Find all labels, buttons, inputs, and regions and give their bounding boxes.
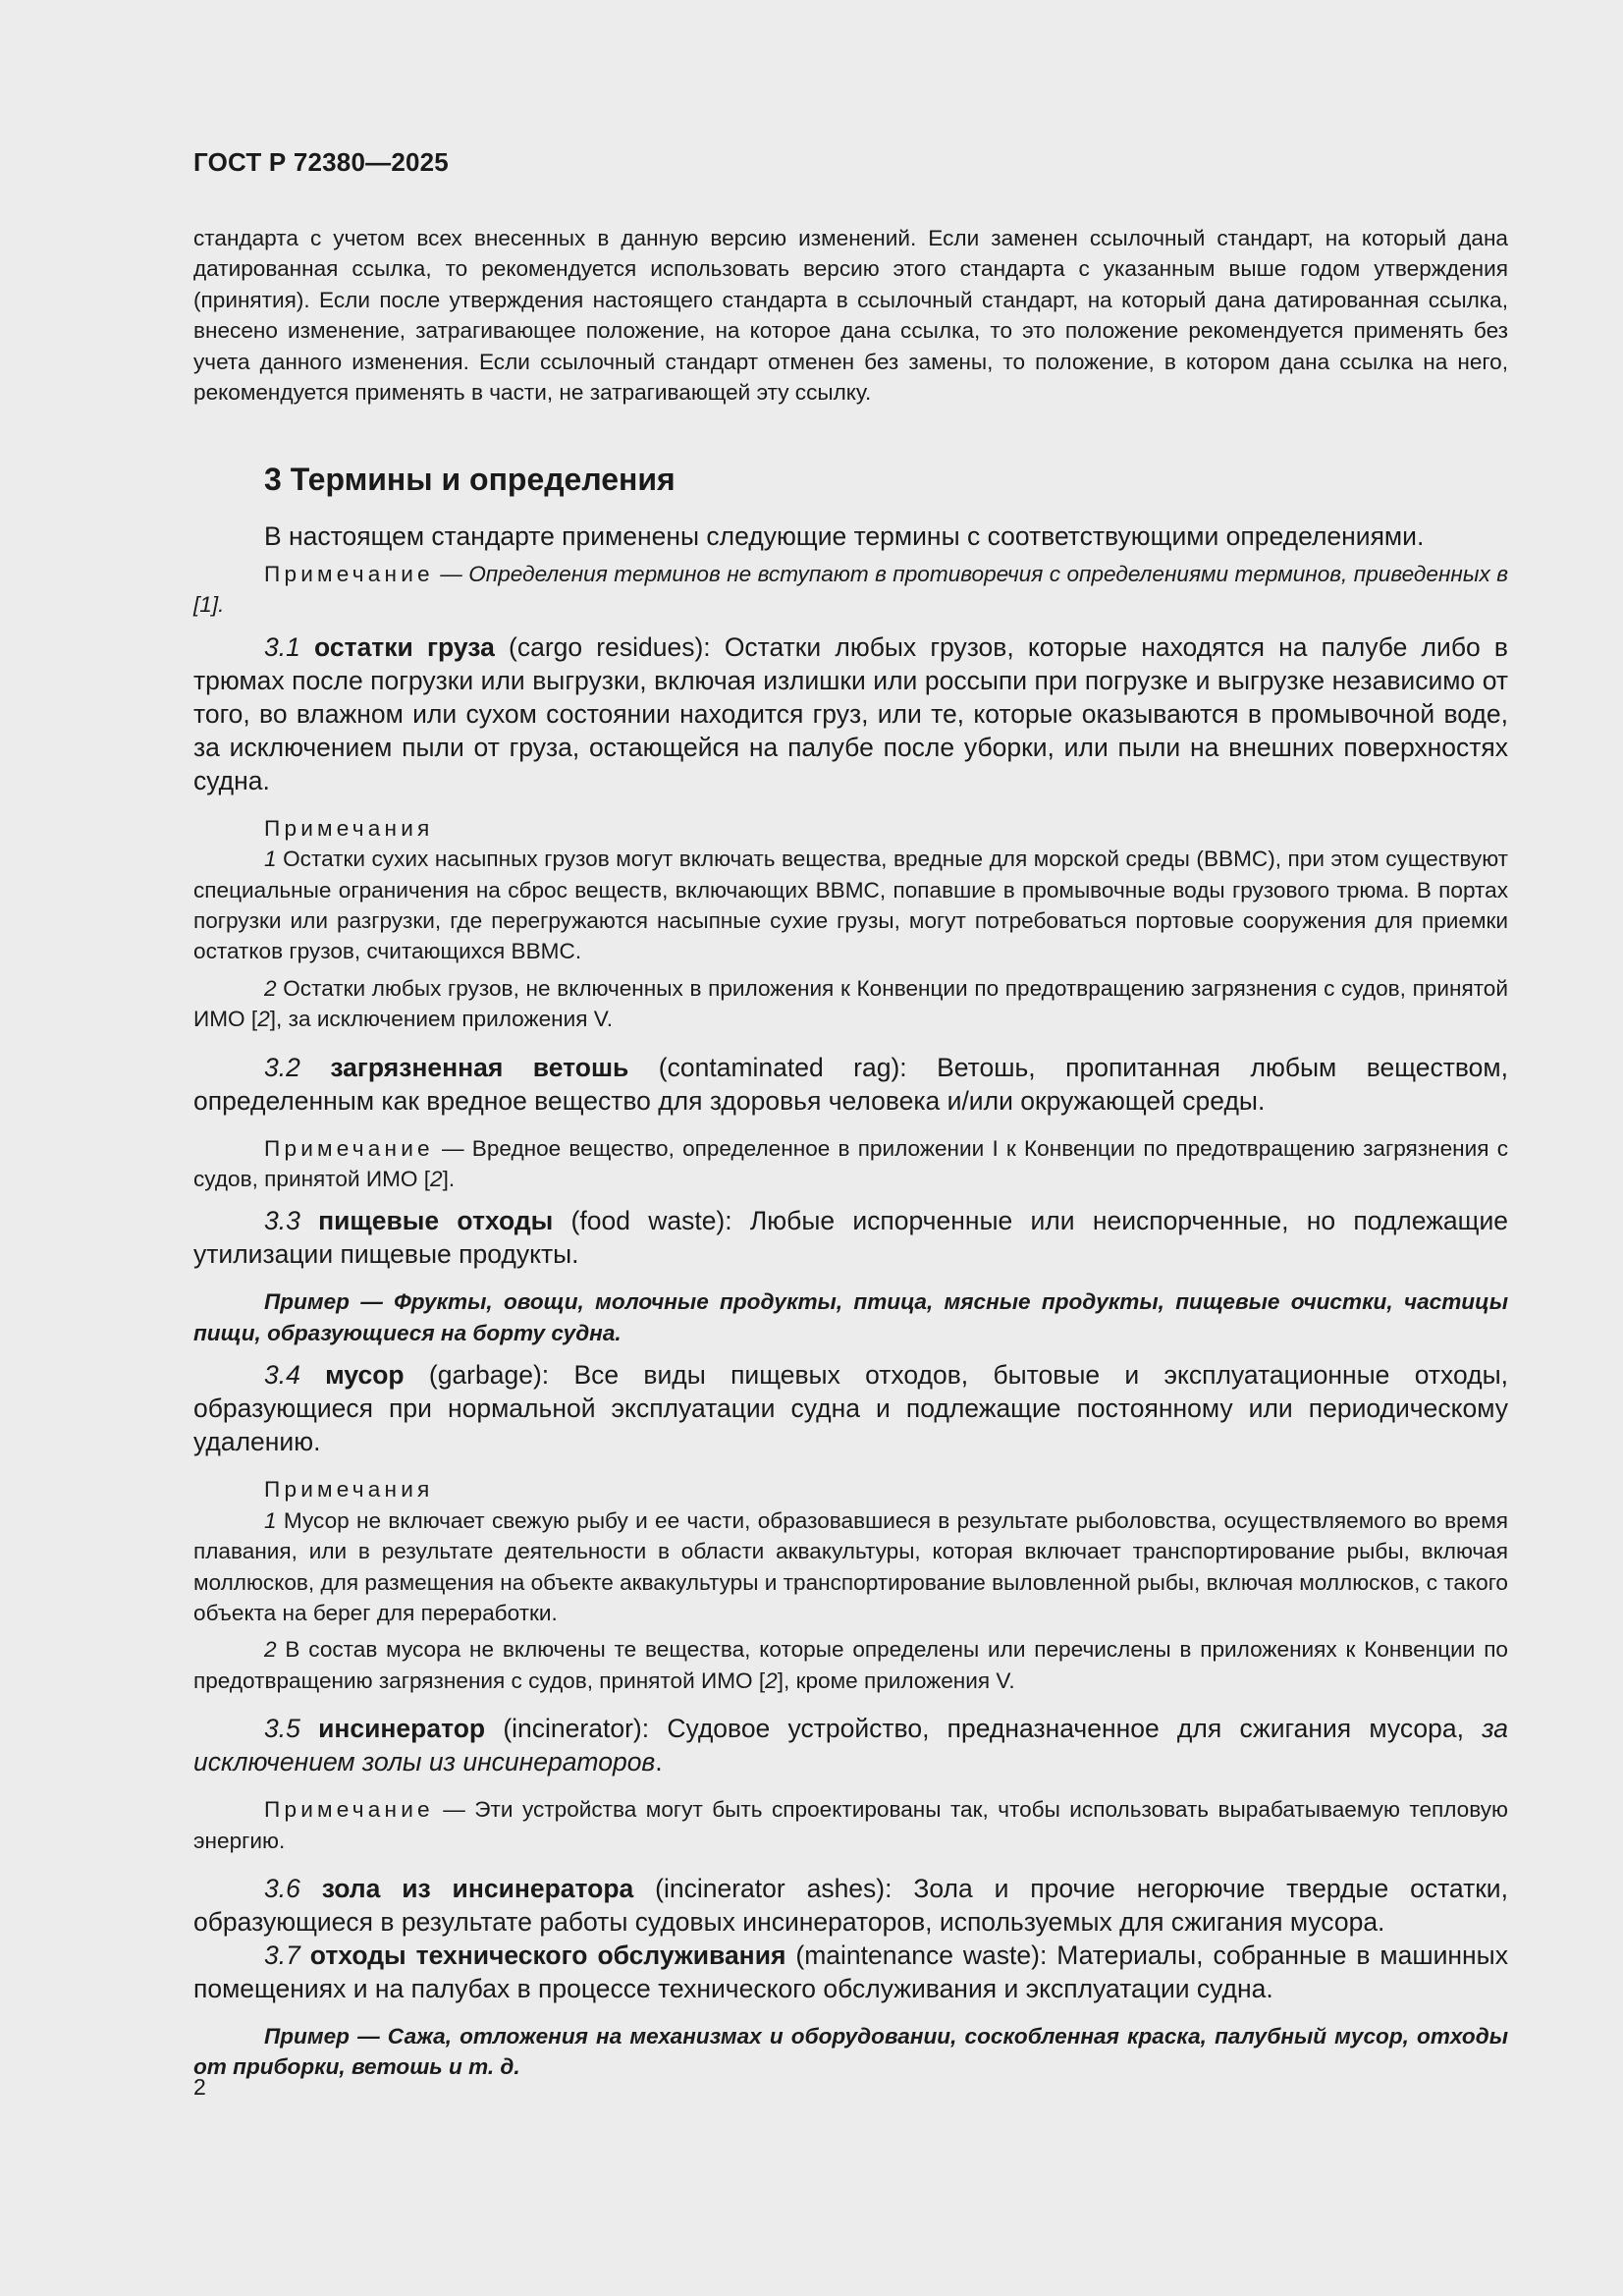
notes-heading: Примечания (264, 815, 434, 841)
section-note (193, 559, 1508, 621)
term-name: инсинератор (318, 1714, 486, 1744)
term-note: 1 Остатки сухих насыпных грузов могут включать вещества, вредные для морской среды (ВВМС), при этом существуют специальные ограничения на сброс веществ, включающих ВВМС, попавшие в промывочные воды грузового трюма. В портах погрузки или разгрузки, где перегружаются насыпные сухие грузы, могут потребоваться портовые сооружения для приемки остатков грузов, считающихся ВВМС. (193, 847, 1508, 964)
term-number: 3.5 (264, 1714, 300, 1744)
term-definition: Материалы, собранные в машинных помещениях и на палубах в процессе технического обслуживания и эксплуатации судна. (193, 1940, 1508, 2003)
term-entry-3-5: 3.5 инсинератор (incinerator): Судовое устройство, предназначенное для сжигания мусора, за исключением золы из инсинераторов. (193, 1714, 1508, 1777)
term-entry-3-1 (193, 630, 1508, 797)
reference-link[interactable]: 2 (430, 1167, 443, 1192)
term-entry-3-7 (193, 1939, 1508, 2005)
term-english: (incinerator): (485, 1714, 668, 1744)
term-note: 2 В состав мусора не включены те вещества, которые определены или перечислены в приложениях к Конвенции по предотвращению загрязнения с судов, принятой ИМО [2], кроме приложения V. (193, 1637, 1508, 1693)
reference-link[interactable]: 2 (257, 1007, 270, 1032)
notes-heading: Примечания (264, 1477, 434, 1503)
term-name: зола из инсинератора (321, 1873, 634, 1903)
section-heading: 3 Термины и определения (264, 462, 676, 497)
note-label: Примечание (264, 562, 434, 586)
term-example: Пример — Сажа, отложения на механизмах и оборудовании, соскобленная краска, палубный мусор, отходы от приборки, ветошь и т. д. (193, 2023, 1508, 2080)
term-english: (garbage): (404, 1360, 574, 1391)
term-name: отходы технического обслуживания (309, 1940, 786, 1970)
term-number: 3.6 (264, 1873, 300, 1903)
term-number: 3.4 (264, 1360, 300, 1391)
section-body (193, 519, 1508, 2083)
term-number: 3.7 (264, 1940, 300, 1970)
term-number: 3.2 (264, 1052, 300, 1082)
term-note: 1 Мусор не включает свежую рыбу и ее части, образовавшиеся в результате рыболовства, осуществляемого во время плавания, или в результате деятельности в области аквакультуры, которая включает транспортирование рыбы, включая моллюсков, для размещения на объекте аквакультуры и транспортирование выловленной рыбы, включая моллюсков, с такого объекта на берег для переработки. (193, 1507, 1508, 1625)
document-header-id: ГОСТ Р 72380—2025 (193, 147, 449, 177)
term-definition: Любые испорченные или неиспорченные, но подлежащие утилизации пищевые продукты. (193, 1206, 1509, 1270)
term-english: (cargo residues): (494, 631, 725, 662)
note-text: — Определения терминов не вступают в противоречия с определениями терминов, приведенных в [1]. (193, 562, 1508, 618)
term-entry-3-2 (193, 1051, 1508, 1118)
term-definition: Судовое устройство, предназначенное для сжигания мусора, (667, 1714, 1483, 1744)
term-number: 3.1 (264, 631, 300, 662)
term-definition: Зола и прочие негорючие твердые остатки, образующиеся в результате работы судовых инсинераторов, используемых для сжигания мусора. (193, 1873, 1508, 1937)
term-entry-3-4 (193, 1358, 1508, 1458)
term-name: пищевые отходы (318, 1206, 554, 1236)
intro-paragraph: стандарта с учетом всех внесенных в данную версию изменений. Если заменен ссылочный стандарт, на который дана датированная ссылка, то рекомендуется использовать версию этого стандарта с указанным выше годом утверждения (принятия). Если после утверждения настоящего стандарта в ссылочный стандарт, на который дана датированная ссылка, внесено изменение, затрагивающее положение, на которое дана ссылка, то это положение рекомендуется применять без учета данного изменения. Если ссылочный стандарт отменен без замены, то положение, в котором дана ссылка на него, рекомендуется применять в части, не затрагивающей эту ссылку. (193, 226, 1508, 406)
term-definition: Все виды пищевых отходов, бытовые и эксплуатационные отходы, образующиеся при нормальной эксплуатации судна и подлежащие постоянному или периодическому удалению. (193, 1360, 1508, 1457)
term-definition: Остатки любых грузов, которые находятся на палубе либо в трюмах после погрузки или выгрузки, включая излишки или россыпи при погрузке и выгрузке независимо от того, во влажном или сухом состоянии находится груз, или те, которые оказываются в промывочной воде, за исключением пыли от груза, остающейся на палубе после уборки, или пыли на внешних поверхностях судна. (193, 631, 1508, 795)
term-note: Примечание — Вредное вещество, определенное в приложении I к Конвенции по предотвращению загрязнения с судов, принятой ИМО [2]. (193, 1135, 1508, 1192)
term-number: 3.3 (264, 1206, 300, 1236)
term-english: (incinerator ashes): (633, 1873, 914, 1903)
term-name: загрязненная ветошь (330, 1052, 629, 1082)
term-example: Пример — Фрукты, овощи, молочные продукты, птица, мясные продукты, пищевые очистки, частицы пищи, образующиеся на борту судна. (193, 1289, 1508, 1345)
term-entry-3-3 (193, 1204, 1508, 1271)
term-note: Примечание — Эти устройства могут быть спроектированы так, чтобы использовать вырабатываемую тепловую энергию. (193, 1797, 1508, 1853)
reference-link[interactable]: 2 (765, 1667, 778, 1693)
term-note: 2 Остатки любых грузов, не включенных в приложения к Конвенции по предотвращению загрязнения с судов, принятой ИМО [2], за исключением приложения V. (193, 975, 1508, 1032)
term-name: мусор (325, 1360, 405, 1391)
term-name: остатки груза (314, 631, 495, 662)
term-english: (maintenance waste): (785, 1940, 1057, 1970)
page-number: 2 (193, 2074, 206, 2100)
section-lead: В настоящем стандарте применены следующие термины с соответствующими определениями. (264, 521, 1425, 551)
term-definition: Ветошь, пропитанная любым веществом, определенным как вредное вещество для здоровья человека и/или окружающей среды. (193, 1052, 1508, 1116)
term-english: (food waste): (553, 1206, 750, 1236)
term-english: (contaminated rag): (628, 1052, 938, 1082)
term-entry-3-6 (193, 1872, 1508, 1939)
